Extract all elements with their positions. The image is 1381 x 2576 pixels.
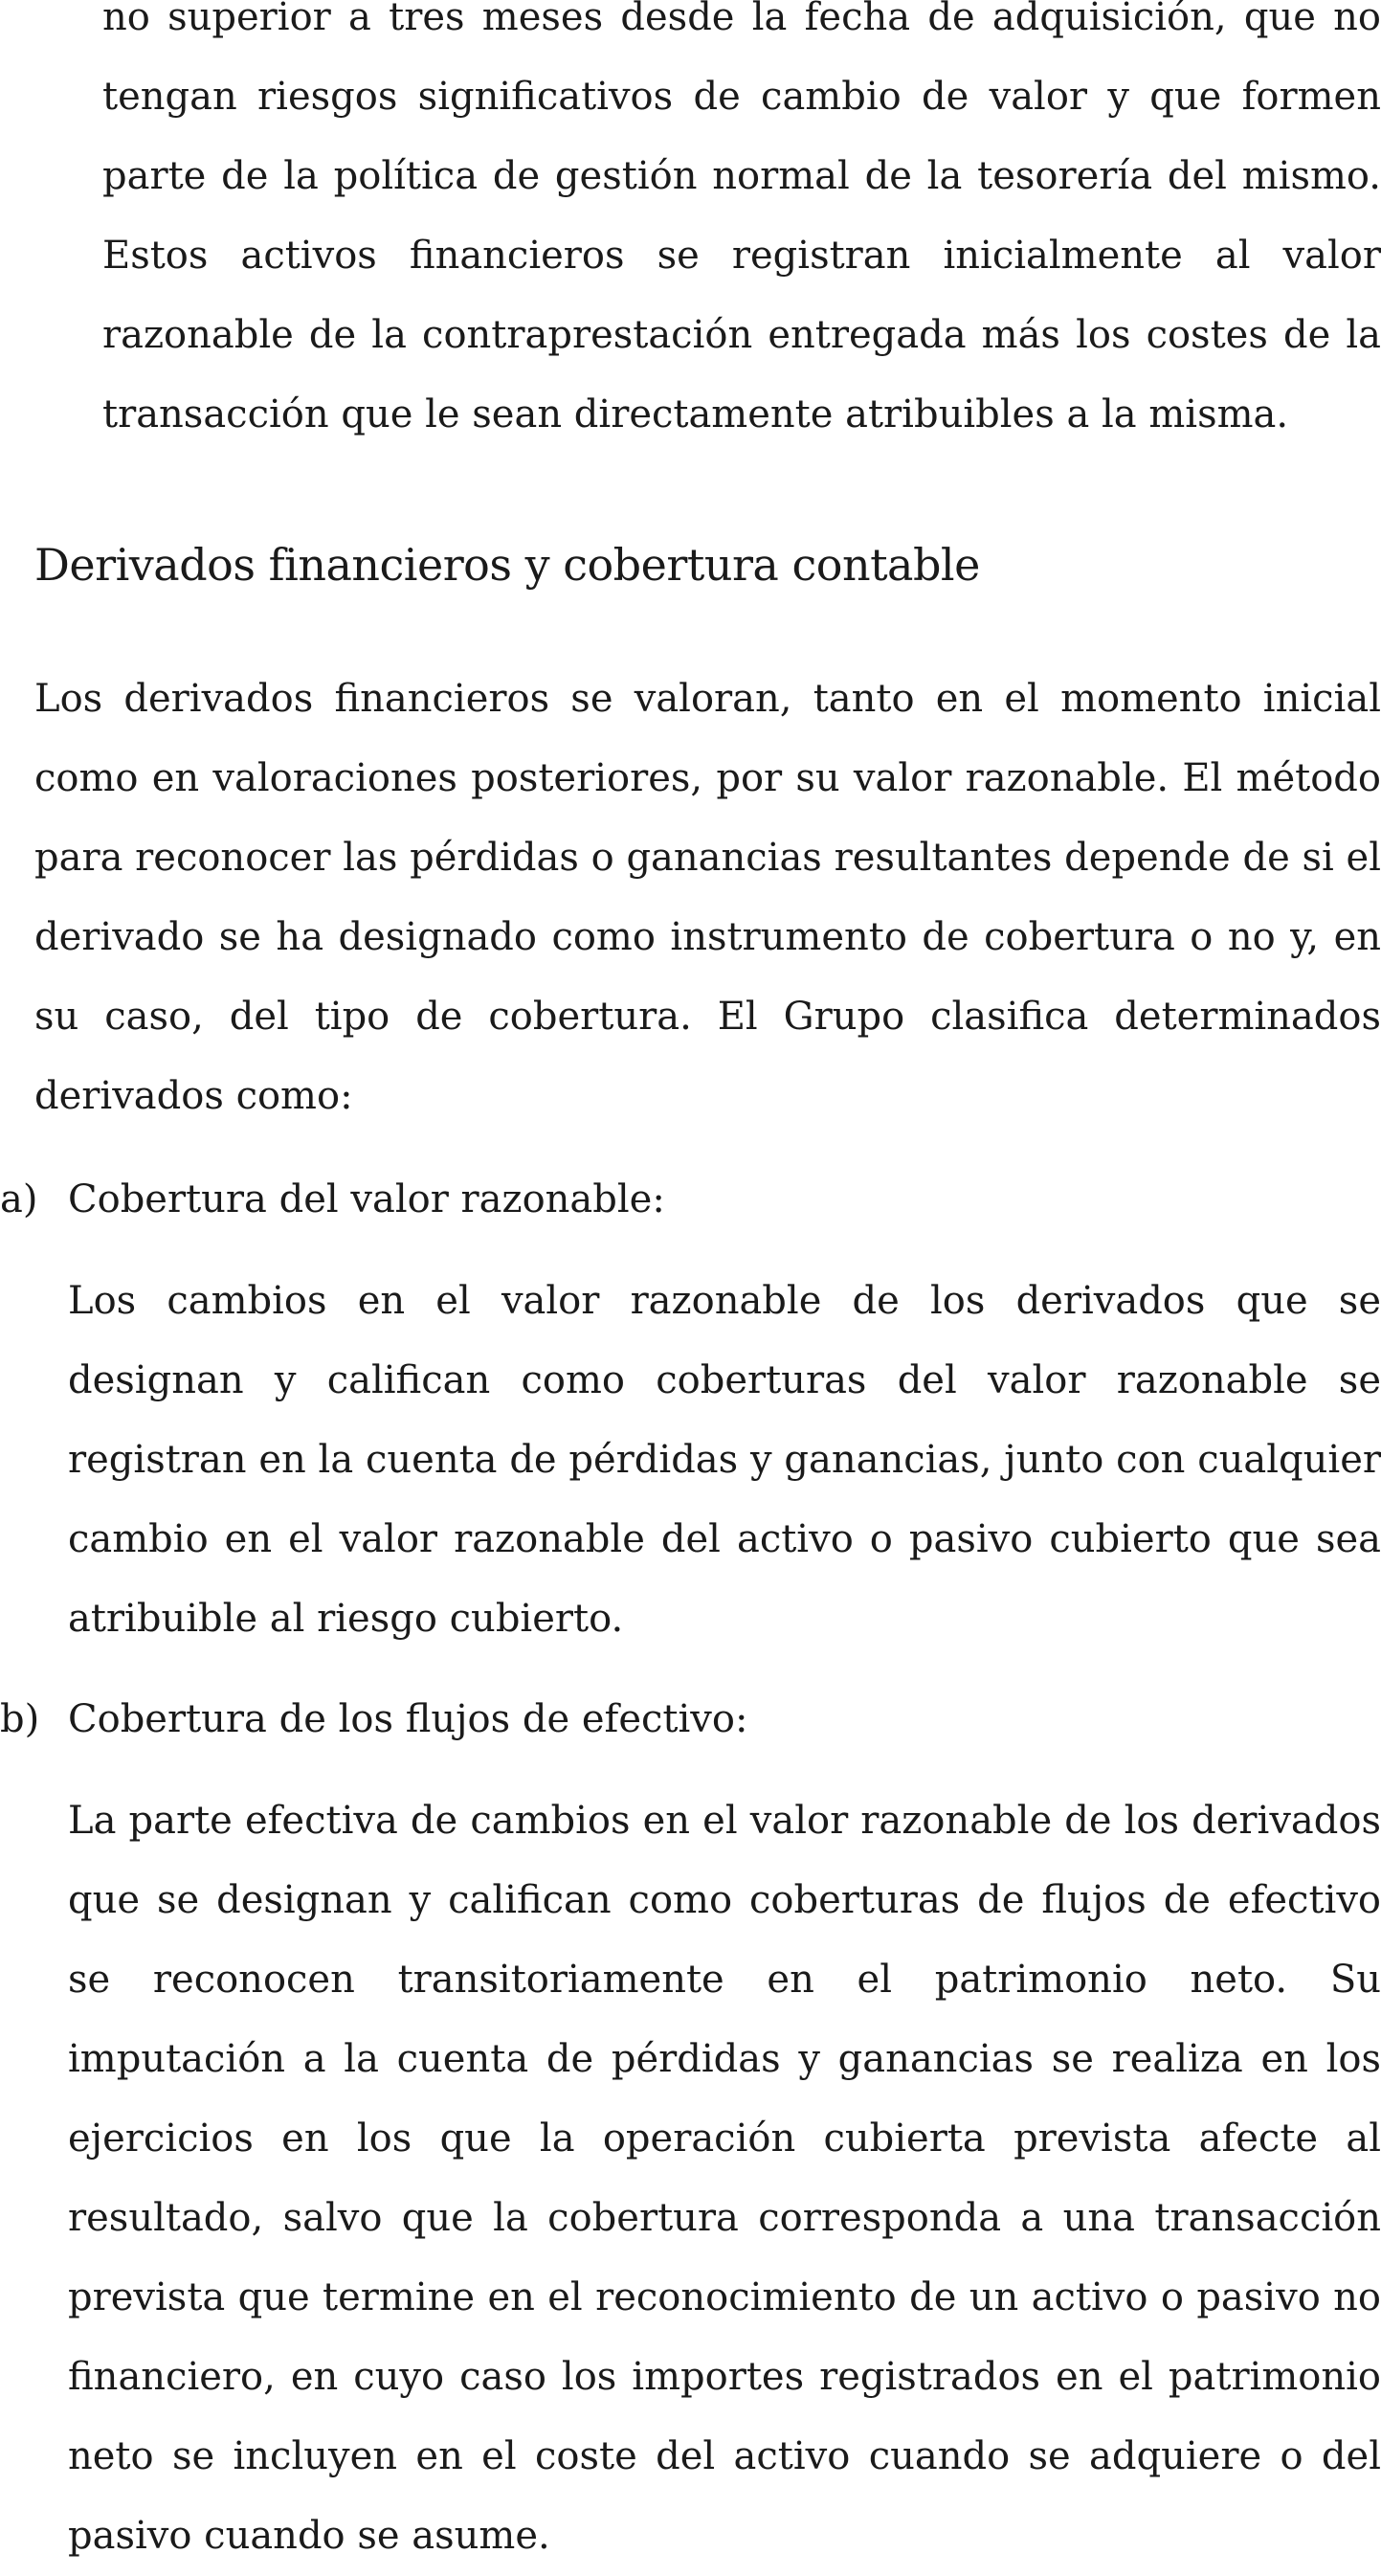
- section-paragraph: Los derivados financieros se valoran, tanto en el momento inicial como en valoraciones posteriores, por su valor razonable. El método para reconocer las pérdidas o ganancias resultantes depende de si el derivado se ha designado como instrumento de cobertura o no y, en su caso, del tipo de cobertura. El Grupo clasifica determinados derivados como:: [34, 677, 1381, 1118]
- item-paragraph-cash-flow-hedge: La parte efectiva de cambios en el valor razonable de los derivados que se designan y califican como coberturas de flujos de efectivo se reconocen transitoriamente en el patrimonio neto. Su imputación a la cuenta de pérdidas y ganancias se realiza en los ejercicios en los que la operación cubierta prevista afecte al resultado, salvo que la cobertura corresponda a una transacción prevista que termine en el reconocimiento de un activo o pasivo no financiero, en cuyo caso los importes registrados en el patrimonio neto se incluyen en el coste del activo cuando se adquiere o del pasivo cuando se asume.: [68, 1799, 1381, 2558]
- section-heading: Derivados financieros y cobertura contable: [34, 539, 980, 591]
- list-marker-a: a): [0, 1177, 38, 1221]
- list-marker-b: b): [0, 1697, 40, 1741]
- item-title-fair-value-hedge: Cobertura del valor razonable:: [68, 1177, 665, 1221]
- intro-paragraph: no superior a tres meses desde la fecha de adquisición, que no tengan riesgos significativos de cambio de valor y que formen parte de la política de gestión normal de la tesorería del mismo. Estos activos financieros se registran inicialmente al valor razonable de la contraprestación entregada más los costes de la transacción que le sean directamente atribuibles a la misma.: [102, 0, 1381, 437]
- item-paragraph-fair-value-hedge: Los cambios en el valor razonable de los derivados que se designan y califican como coberturas del valor razonable se registran en la cuenta de pérdidas y ganancias, junto con cualquier cambio en el valor razonable del activo o pasivo cubierto que sea atribuible al riesgo cubierto.: [68, 1279, 1381, 1641]
- item-title-cash-flow-hedge: Cobertura de los flujos de efectivo:: [68, 1697, 748, 1741]
